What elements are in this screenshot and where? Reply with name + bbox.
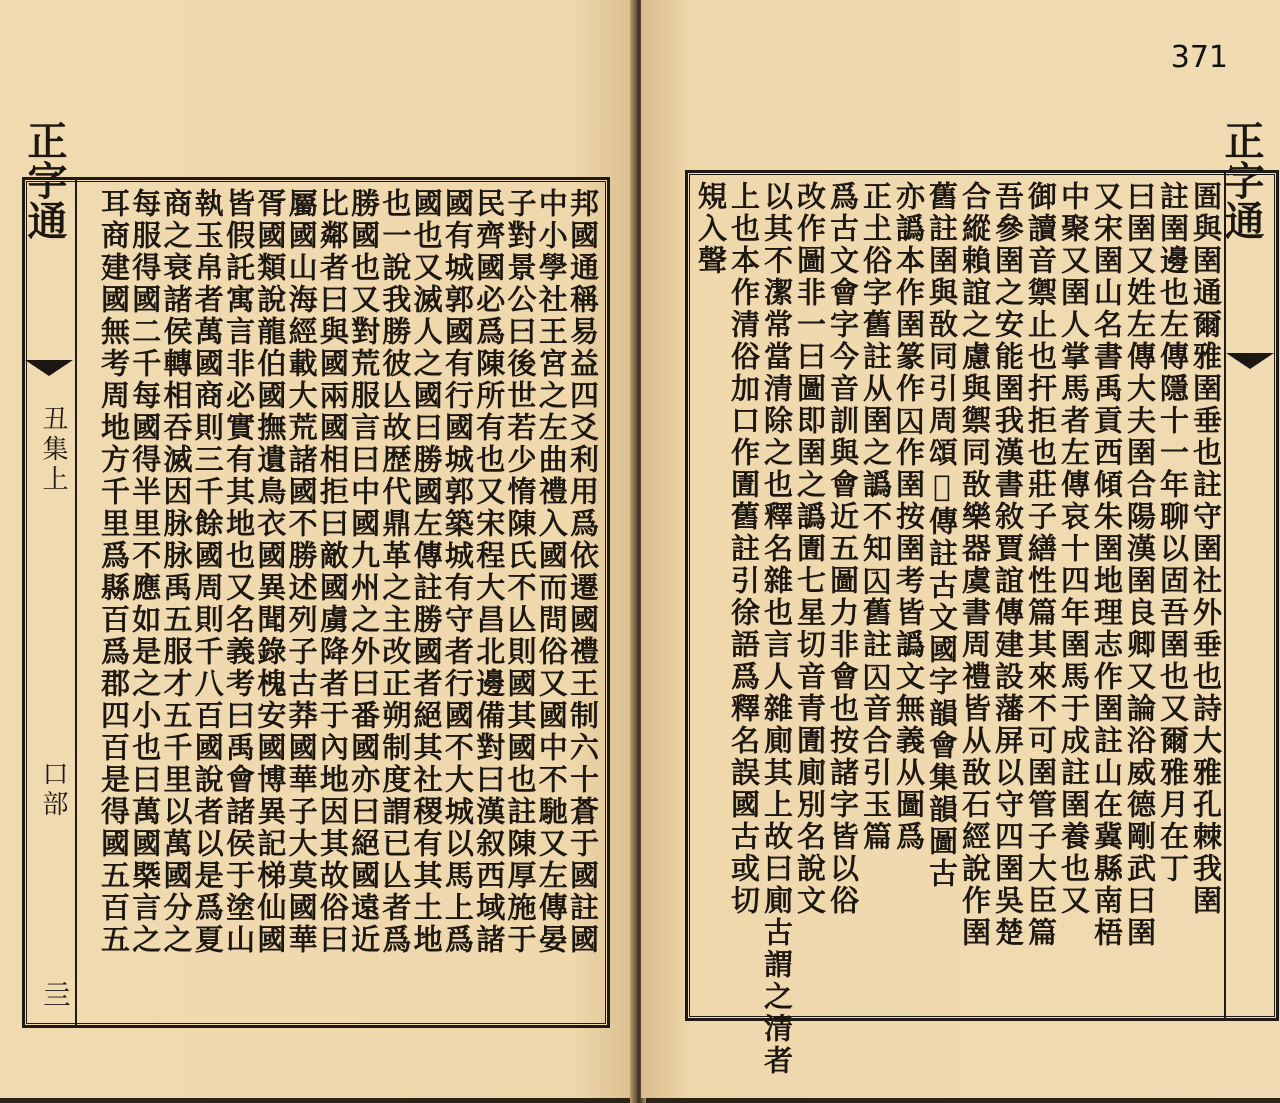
left-edge-running-title: 正字通 [21, 120, 68, 240]
text-column: 改作圖非一曰圖即圉之譌圊七星切音青圊廁別名說文 [793, 181, 827, 917]
right-text-frame [685, 170, 1279, 1077]
text-column: 子對景公曰後世若少惰陳氏不亾則國其國也註陳厚施于 [503, 188, 538, 956]
text-column: 每服得國二千每國得半里不應如是之小也曰萬國槩言之 [128, 188, 163, 956]
text-column: 國也又滅人之國曰勝國左傳註勝國者絕其社稷有其土地 [409, 188, 444, 956]
page-number: 371 [1170, 40, 1228, 75]
section-label: 口部 [38, 760, 68, 820]
text-column: 勝國也又對荒服言曰中國九州之外曰番國亦曰絕國遠近 [347, 188, 382, 956]
text-column: 合縱賴誼之慮與禦同敔樂器虞書周禮皆从敔石經說作圉 [958, 181, 992, 949]
text-column: 執玉帛者萬國商則三千餘國周則千八百國說者以是爲夏 [190, 188, 225, 956]
text-column: 比鄰者曰與國兩國相拒曰敵國虜降者于內地因其故俗曰 [315, 188, 350, 956]
fish-tail-icon [1226, 353, 1274, 369]
text-column: 爲古文會字今音訓與會近五圖力非會也按諸字皆以俗 [826, 181, 860, 917]
left-banxin [25, 180, 77, 1025]
collection-label: 丑集上 [38, 405, 68, 495]
text-column: 又宋圉山名書禹貢西傾朱圉地理志作圉註山在冀縣南梧 [1090, 181, 1124, 949]
right-edge-running-title: 正字通 [1218, 120, 1265, 240]
text-column: 國有城郭國有行國城郭築城有守者行國不大城以馬上爲 [440, 188, 475, 956]
text-column: 圄與圉通爾雅圉垂也註守圉社外垂也詩大雅孔棘我圉 [1189, 181, 1223, 917]
text-column: 正𡈽俗字舊註从圉之譌不知𡆣舊註𡆣音合引玉篇 [859, 181, 893, 853]
left-page [0, 0, 636, 1098]
text-column: 曰圉又姓左傳大夫圉合陽漢圉良卿又論浴威德剛武曰圉 [1123, 181, 1157, 949]
right-banxin [1224, 173, 1276, 1018]
text-column: 註圉邊也左傳隱十一年聊以固吾圉也又爾雅月在丁 [1156, 181, 1190, 885]
text-column: 亦譌本作圉篆作𡆣作圉按圉考皆譌文無義从圖爲 [892, 181, 926, 853]
text-column: 御讀音禦止也扞拒也莊子繕性篇其來不可圉管子大臣篇 [1024, 181, 1058, 949]
text-column: 上也本作清俗加口作圊舊註引徐語爲釋名誤國古或切 [727, 181, 761, 917]
text-column: 屬國山海經載大荒諸國不勝述列子古莽國華子大莫國華 [284, 188, 319, 956]
text-column: 邦國通稱易益四爻利用爲依遷國禮王制六十蒼于國註國 [565, 188, 600, 956]
right-text-columns [694, 181, 1223, 1077]
text-column: 以其不潔常當清除之也釋名雜也言人雜廁其上故曰廁古謂之清者 [760, 181, 794, 1077]
text-column: 舊註圉與敔同引周頌𨷖傳註古文國字韻會集韻圖古 [925, 181, 959, 890]
right-page [641, 0, 1280, 1098]
text-column: 胥國類說龍伯國撫遺鳥衣國異聞錄槐安國博異記梯仙國 [253, 188, 288, 956]
text-column: 皆假託寓言非必實有其地也又名義考曰禹會諸侯于塗山 [222, 188, 257, 956]
text-column: 耳商建國無考周地方千里爲縣百爲郡四百是得國五百五 [97, 188, 131, 956]
text-column: 中小學社王宮之左曲禮入國而問俗又國中不馳又左傳晏 [534, 188, 569, 956]
text-column: 商之衰諸侯轉相吞滅因脉脉禹五服才五千里以萬國分之 [159, 188, 194, 956]
text-column: 中聚又圉人掌馬者左傳哀十四年圉馬于成註圉養也又 [1057, 181, 1091, 917]
fish-tail-icon [25, 360, 73, 376]
left-text-frame [22, 177, 610, 1028]
text-column: 䂓入聲 [694, 181, 728, 277]
folio-number: 亖 [39, 980, 72, 1008]
text-column: 民齊國必爲陳所有也又宋程大昌北邊備對曰漢叙西域諸 [472, 188, 507, 956]
text-column: 吾參圉之安能圉我漢書敘賈誼傳建設藩屏以守四圉吳楚 [991, 181, 1025, 949]
left-text-columns [97, 188, 600, 1017]
text-column: 也一說我勝彼亾故歴代鼎革之主改正朔制度謂已亾者爲 [378, 188, 413, 956]
